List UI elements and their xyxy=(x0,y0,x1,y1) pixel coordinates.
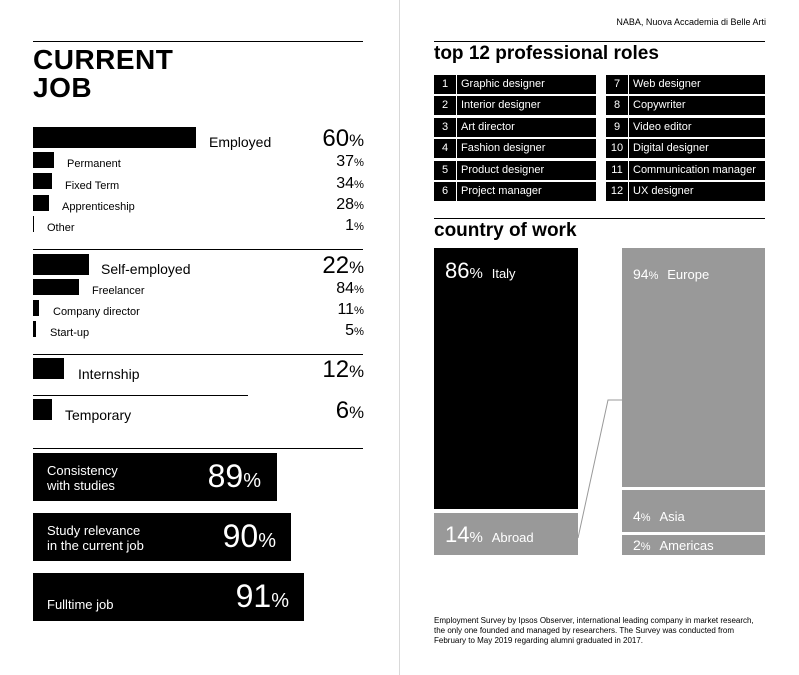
title-line-1: CURRENT xyxy=(33,44,174,75)
europe-block xyxy=(622,248,765,487)
role-number: 1 xyxy=(434,75,457,94)
fixed-term-value xyxy=(336,175,364,193)
fixed-term-bar xyxy=(33,173,52,189)
italy-value: 86 xyxy=(445,258,470,283)
page-divider xyxy=(399,0,400,675)
role-label: Communication manager xyxy=(633,164,756,176)
italy-label: Italy xyxy=(491,266,516,281)
apprenticeship-value-number: 28 xyxy=(336,196,355,213)
connector-lines xyxy=(576,398,624,540)
role-item xyxy=(434,118,596,137)
employed-bar xyxy=(33,127,196,148)
page-title xyxy=(33,46,173,102)
role-label: Project manager xyxy=(461,185,542,197)
role-number: 7 xyxy=(606,75,629,94)
other-label: Other xyxy=(47,222,75,234)
stat-label: Study relevance in the current job xyxy=(47,523,144,553)
connector-line xyxy=(578,400,622,538)
role-label: Interior designer xyxy=(461,99,541,111)
permanent-value xyxy=(336,153,364,171)
role-label: Digital designer xyxy=(633,142,709,154)
employed-value xyxy=(322,125,364,153)
pct-sign: % xyxy=(354,221,364,233)
fixed-term-label: Fixed Term xyxy=(65,180,120,192)
role-label: Graphic designer xyxy=(461,78,545,90)
country-title: country of work xyxy=(434,220,577,241)
role-item xyxy=(606,96,765,115)
other-bar xyxy=(33,216,34,232)
abroad-value: 14 xyxy=(445,522,470,547)
stat-consistency xyxy=(33,453,277,501)
role-label: Fashion designer xyxy=(461,142,546,154)
role-item xyxy=(606,75,765,94)
pct-sign: % xyxy=(243,470,261,492)
permanent-bar xyxy=(33,152,54,168)
role-item xyxy=(434,96,596,115)
pct-sign: % xyxy=(640,512,651,524)
permanent-label: Permanent xyxy=(67,158,121,170)
role-label: Art director xyxy=(461,121,515,133)
temporary-bar xyxy=(33,399,52,420)
americas-block xyxy=(622,535,765,555)
role-item xyxy=(434,75,596,94)
role-item xyxy=(434,161,596,180)
europe-value: 94 xyxy=(633,266,649,282)
self-employed-bar xyxy=(33,254,89,275)
internship-bar xyxy=(33,358,64,379)
apprenticeship-label: Apprenticeship xyxy=(62,201,135,213)
pct-sign: % xyxy=(354,200,364,212)
italy-text xyxy=(445,258,516,284)
stat-value xyxy=(223,518,276,555)
abroad-label: Abroad xyxy=(491,530,534,545)
americas-value: 2 xyxy=(633,537,641,553)
self-employed-label: Self-employed xyxy=(101,261,191,277)
stat-label: Consistency with studies xyxy=(47,463,118,493)
internship-value-number: 12 xyxy=(322,356,350,383)
freelancer-value xyxy=(336,280,364,298)
role-number: 4 xyxy=(434,139,457,158)
section-rule xyxy=(33,395,248,396)
self-employed-value xyxy=(322,252,364,280)
pct-sign: % xyxy=(349,403,364,422)
asia-value: 4 xyxy=(633,508,641,524)
freelancer-bar xyxy=(33,279,79,295)
roles-rule xyxy=(434,41,765,42)
asia-block xyxy=(622,490,765,532)
pct-sign: % xyxy=(354,326,364,338)
section-rule xyxy=(33,249,363,250)
role-number: 12 xyxy=(606,182,629,201)
company-director-value-number: 11 xyxy=(337,301,355,318)
internship-label: Internship xyxy=(78,366,140,382)
apprenticeship-value xyxy=(336,196,364,214)
freelancer-label: Freelancer xyxy=(92,285,145,297)
pct-sign: % xyxy=(469,529,483,546)
role-label: Copywriter xyxy=(633,99,686,111)
italy-block xyxy=(434,248,578,509)
stat-value xyxy=(236,578,289,615)
asia-text xyxy=(633,508,685,526)
role-number: 6 xyxy=(434,182,457,201)
role-number: 11 xyxy=(606,161,629,180)
roles-title: top 12 professional roles xyxy=(434,43,659,64)
role-item xyxy=(434,139,596,158)
role-number: 2 xyxy=(434,96,457,115)
role-label: Product designer xyxy=(461,164,545,176)
abroad-text xyxy=(445,522,534,548)
start-up-bar xyxy=(33,321,36,337)
role-item xyxy=(606,139,765,158)
apprenticeship-bar xyxy=(33,195,49,211)
pct-sign: % xyxy=(258,530,276,552)
self-employed-value-number: 22 xyxy=(322,252,350,279)
pct-sign: % xyxy=(354,179,364,191)
stat-value xyxy=(208,458,261,495)
other-value xyxy=(345,217,364,235)
source-header: NABA, Nuova Accademia di Belle Arti xyxy=(616,17,766,27)
pct-sign: % xyxy=(349,131,364,150)
pct-sign: % xyxy=(469,265,483,282)
pct-sign: % xyxy=(271,590,289,612)
company-director-value xyxy=(337,301,364,319)
pct-sign: % xyxy=(349,258,364,277)
stat-fulltime xyxy=(33,573,304,621)
footnote: Employment Survey by Ipsos Observer, international leading company in market research, the only one founded and managed by researchers. The Survey was conducted from February to May 2019 regarding alumni graduated in 2017. xyxy=(434,616,754,645)
other-value-number: 1 xyxy=(345,217,355,234)
abroad-block xyxy=(434,513,578,555)
title-rule xyxy=(33,41,363,42)
permanent-value-number: 37 xyxy=(336,153,355,170)
role-number: 9 xyxy=(606,118,629,137)
stat-value-number: 91 xyxy=(235,578,272,614)
title-line-2: JOB xyxy=(33,72,93,103)
stat-study-relevance xyxy=(33,513,291,561)
employed-value-number: 60 xyxy=(322,125,350,152)
section-rule xyxy=(33,354,363,355)
start-up-label: Start-up xyxy=(50,327,90,339)
company-director-bar xyxy=(33,300,39,316)
asia-label: Asia xyxy=(659,509,685,524)
pct-sign: % xyxy=(354,305,364,317)
temporary-label: Temporary xyxy=(65,407,132,423)
europe-text xyxy=(633,266,709,284)
employed-label: Employed xyxy=(209,134,272,150)
role-number: 8 xyxy=(606,96,629,115)
stat-value-number: 89 xyxy=(207,458,244,494)
role-number: 3 xyxy=(434,118,457,137)
europe-label: Europe xyxy=(667,267,710,282)
start-up-value xyxy=(345,322,364,340)
company-director-label: Company director xyxy=(53,306,140,318)
fixed-term-value-number: 34 xyxy=(336,175,355,192)
role-number: 5 xyxy=(434,161,457,180)
role-label: UX designer xyxy=(633,185,694,197)
temporary-value xyxy=(336,397,364,425)
role-label: Web designer xyxy=(633,78,701,90)
freelancer-value-number: 84 xyxy=(336,280,355,297)
pct-sign: % xyxy=(640,541,651,553)
role-item xyxy=(606,118,765,137)
country-rule xyxy=(434,218,765,219)
americas-text xyxy=(633,537,714,555)
section-rule xyxy=(33,448,363,449)
americas-label: Americas xyxy=(659,538,714,553)
pct-sign: % xyxy=(354,157,364,169)
pct-sign: % xyxy=(648,270,659,282)
start-up-value-number: 5 xyxy=(345,322,355,339)
role-number: 10 xyxy=(606,139,629,158)
internship-value xyxy=(322,356,364,384)
role-item xyxy=(606,182,765,201)
temporary-value-number: 6 xyxy=(335,397,350,424)
role-label: Video editor xyxy=(633,121,692,133)
role-item xyxy=(434,182,596,201)
stat-label: Fulltime job xyxy=(47,597,114,612)
role-item xyxy=(606,161,765,180)
pct-sign: % xyxy=(349,362,364,381)
pct-sign: % xyxy=(354,284,364,296)
stat-value-number: 90 xyxy=(222,518,259,554)
